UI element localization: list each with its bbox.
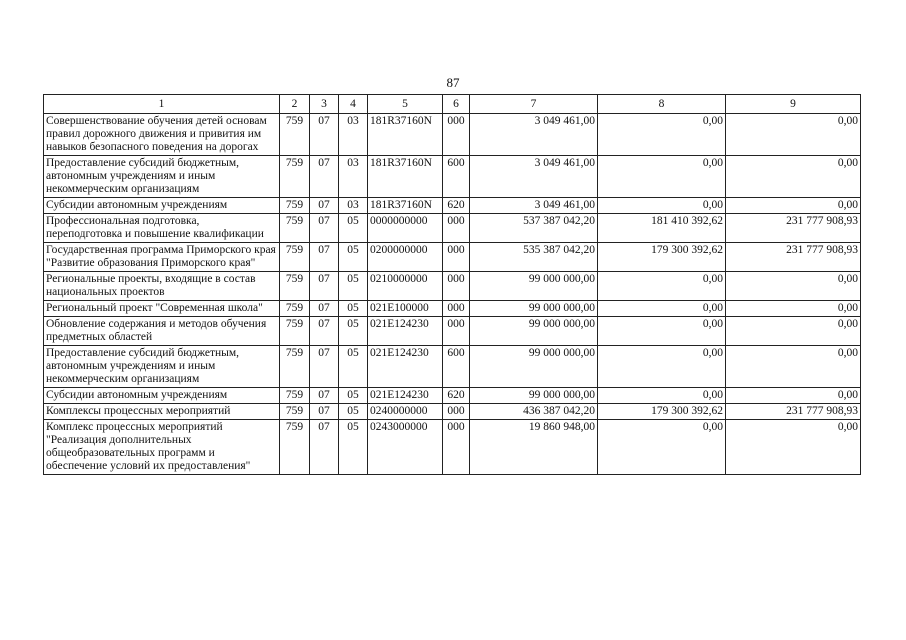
code-cell: 05 <box>339 317 368 346</box>
expense-type-cell: 000 <box>443 317 470 346</box>
table-row <box>44 243 861 272</box>
code-cell: 03 <box>339 198 368 214</box>
row-name-cell: Совершенствование обучения детей основам правил дорожного движения и привития им навыков безопасного поведения на дорогах <box>44 114 280 156</box>
amount-cell: 181 410 392,62 <box>598 214 726 243</box>
table-row <box>44 388 861 404</box>
code-cell: 759 <box>280 346 310 388</box>
header-cell: 6 <box>443 95 470 114</box>
code-cell: 05 <box>339 388 368 404</box>
amount-cell: 0,00 <box>598 114 726 156</box>
table-row <box>44 114 861 156</box>
amount-cell: 0,00 <box>598 156 726 198</box>
code-cell: 05 <box>339 404 368 420</box>
row-name-cell: Субсидии автономным учреждениям <box>44 198 280 214</box>
amount-cell: 537 387 042,20 <box>470 214 598 243</box>
target-code-cell: 021E124230 <box>368 388 443 404</box>
expense-type-cell: 000 <box>443 243 470 272</box>
table-row <box>44 301 861 317</box>
expense-type-cell: 000 <box>443 420 470 475</box>
amount-cell: 0,00 <box>598 346 726 388</box>
target-code-cell: 0240000000 <box>368 404 443 420</box>
amount-cell: 179 300 392,62 <box>598 243 726 272</box>
table-row <box>44 156 861 198</box>
code-cell: 759 <box>280 420 310 475</box>
code-cell: 759 <box>280 243 310 272</box>
header-cell: 4 <box>339 95 368 114</box>
table-row <box>44 420 861 475</box>
expense-type-cell: 000 <box>443 272 470 301</box>
amount-cell: 231 777 908,93 <box>726 243 861 272</box>
amount-cell: 0,00 <box>726 301 861 317</box>
row-name-cell: Предоставление субсидий бюджетным, автономным учреждениям и иным некоммерческим организациям <box>44 346 280 388</box>
expense-type-cell: 000 <box>443 214 470 243</box>
code-cell: 07 <box>310 214 339 243</box>
amount-cell: 0,00 <box>726 198 861 214</box>
amount-cell: 19 860 948,00 <box>470 420 598 475</box>
code-cell: 07 <box>310 243 339 272</box>
amount-cell: 0,00 <box>726 420 861 475</box>
code-cell: 759 <box>280 156 310 198</box>
code-cell: 759 <box>280 317 310 346</box>
amount-cell: 0,00 <box>726 272 861 301</box>
code-cell: 07 <box>310 388 339 404</box>
amount-cell: 0,00 <box>598 272 726 301</box>
expense-type-cell: 600 <box>443 346 470 388</box>
target-code-cell: 021E124230 <box>368 346 443 388</box>
expense-type-cell: 000 <box>443 301 470 317</box>
code-cell: 07 <box>310 404 339 420</box>
code-cell: 759 <box>280 404 310 420</box>
code-cell: 05 <box>339 420 368 475</box>
target-code-cell: 0243000000 <box>368 420 443 475</box>
row-name-cell: Комплекс процессных мероприятий "Реализация дополнительных общеобразовательных программ и обеспечение условий их предоставления" <box>44 420 280 475</box>
amount-cell: 0,00 <box>726 317 861 346</box>
header-cell: 3 <box>310 95 339 114</box>
table-row <box>44 198 861 214</box>
amount-cell: 3 049 461,00 <box>470 156 598 198</box>
table-row <box>44 346 861 388</box>
amount-cell: 0,00 <box>598 301 726 317</box>
table-body <box>44 114 861 475</box>
code-cell: 759 <box>280 214 310 243</box>
header-cell: 2 <box>280 95 310 114</box>
target-code-cell: 0200000000 <box>368 243 443 272</box>
expense-type-cell: 620 <box>443 388 470 404</box>
code-cell: 759 <box>280 301 310 317</box>
table-row <box>44 272 861 301</box>
header-row <box>44 95 861 114</box>
code-cell: 759 <box>280 388 310 404</box>
header-cell: 5 <box>368 95 443 114</box>
amount-cell: 231 777 908,93 <box>726 214 861 243</box>
code-cell: 07 <box>310 272 339 301</box>
target-code-cell: 181R37160N <box>368 198 443 214</box>
budget-table <box>43 94 861 475</box>
expense-type-cell: 600 <box>443 156 470 198</box>
amount-cell: 0,00 <box>726 156 861 198</box>
code-cell: 759 <box>280 114 310 156</box>
amount-cell: 0,00 <box>598 388 726 404</box>
header-cell: 7 <box>470 95 598 114</box>
code-cell: 07 <box>310 420 339 475</box>
amount-cell: 3 049 461,00 <box>470 198 598 214</box>
target-code-cell: 181R37160N <box>368 114 443 156</box>
header-cell: 1 <box>44 95 280 114</box>
amount-cell: 0,00 <box>598 420 726 475</box>
code-cell: 07 <box>310 114 339 156</box>
code-cell: 759 <box>280 198 310 214</box>
target-code-cell: 021E124230 <box>368 317 443 346</box>
amount-cell: 436 387 042,20 <box>470 404 598 420</box>
amount-cell: 99 000 000,00 <box>470 272 598 301</box>
code-cell: 05 <box>339 272 368 301</box>
amount-cell: 0,00 <box>726 388 861 404</box>
target-code-cell: 0210000000 <box>368 272 443 301</box>
table-row <box>44 317 861 346</box>
amount-cell: 99 000 000,00 <box>470 301 598 317</box>
amount-cell: 0,00 <box>598 198 726 214</box>
row-name-cell: Региональные проекты, входящие в состав национальных проектов <box>44 272 280 301</box>
header-cell: 8 <box>598 95 726 114</box>
code-cell: 05 <box>339 243 368 272</box>
code-cell: 05 <box>339 214 368 243</box>
amount-cell: 0,00 <box>726 114 861 156</box>
table-row <box>44 214 861 243</box>
code-cell: 07 <box>310 198 339 214</box>
target-code-cell: 181R37160N <box>368 156 443 198</box>
amount-cell: 99 000 000,00 <box>470 346 598 388</box>
code-cell: 07 <box>310 346 339 388</box>
amount-cell: 231 777 908,93 <box>726 404 861 420</box>
row-name-cell: Обновление содержания и методов обучения предметных областей <box>44 317 280 346</box>
row-name-cell: Комплексы процессных мероприятий <box>44 404 280 420</box>
amount-cell: 0,00 <box>726 346 861 388</box>
row-name-cell: Субсидии автономным учреждениям <box>44 388 280 404</box>
code-cell: 759 <box>280 272 310 301</box>
row-name-cell: Региональный проект "Современная школа" <box>44 301 280 317</box>
expense-type-cell: 620 <box>443 198 470 214</box>
row-name-cell: Профессиональная подготовка, переподготовка и повышение квалификации <box>44 214 280 243</box>
code-cell: 05 <box>339 346 368 388</box>
target-code-cell: 021E100000 <box>368 301 443 317</box>
header-cell: 9 <box>726 95 861 114</box>
expense-type-cell: 000 <box>443 114 470 156</box>
row-name-cell: Государственная программа Приморского края "Развитие образования Приморского края" <box>44 243 280 272</box>
expense-type-cell: 000 <box>443 404 470 420</box>
amount-cell: 99 000 000,00 <box>470 388 598 404</box>
code-cell: 05 <box>339 301 368 317</box>
code-cell: 03 <box>339 114 368 156</box>
amount-cell: 535 387 042,20 <box>470 243 598 272</box>
amount-cell: 3 049 461,00 <box>470 114 598 156</box>
code-cell: 07 <box>310 156 339 198</box>
target-code-cell: 0000000000 <box>368 214 443 243</box>
amount-cell: 179 300 392,62 <box>598 404 726 420</box>
amount-cell: 99 000 000,00 <box>470 317 598 346</box>
page-number: 87 <box>446 75 460 90</box>
code-cell: 07 <box>310 301 339 317</box>
code-cell: 07 <box>310 317 339 346</box>
code-cell: 03 <box>339 156 368 198</box>
table-row <box>44 404 861 420</box>
row-name-cell: Предоставление субсидий бюджетным, автономным учреждениям и иным некоммерческим организациям <box>44 156 280 198</box>
amount-cell: 0,00 <box>598 317 726 346</box>
